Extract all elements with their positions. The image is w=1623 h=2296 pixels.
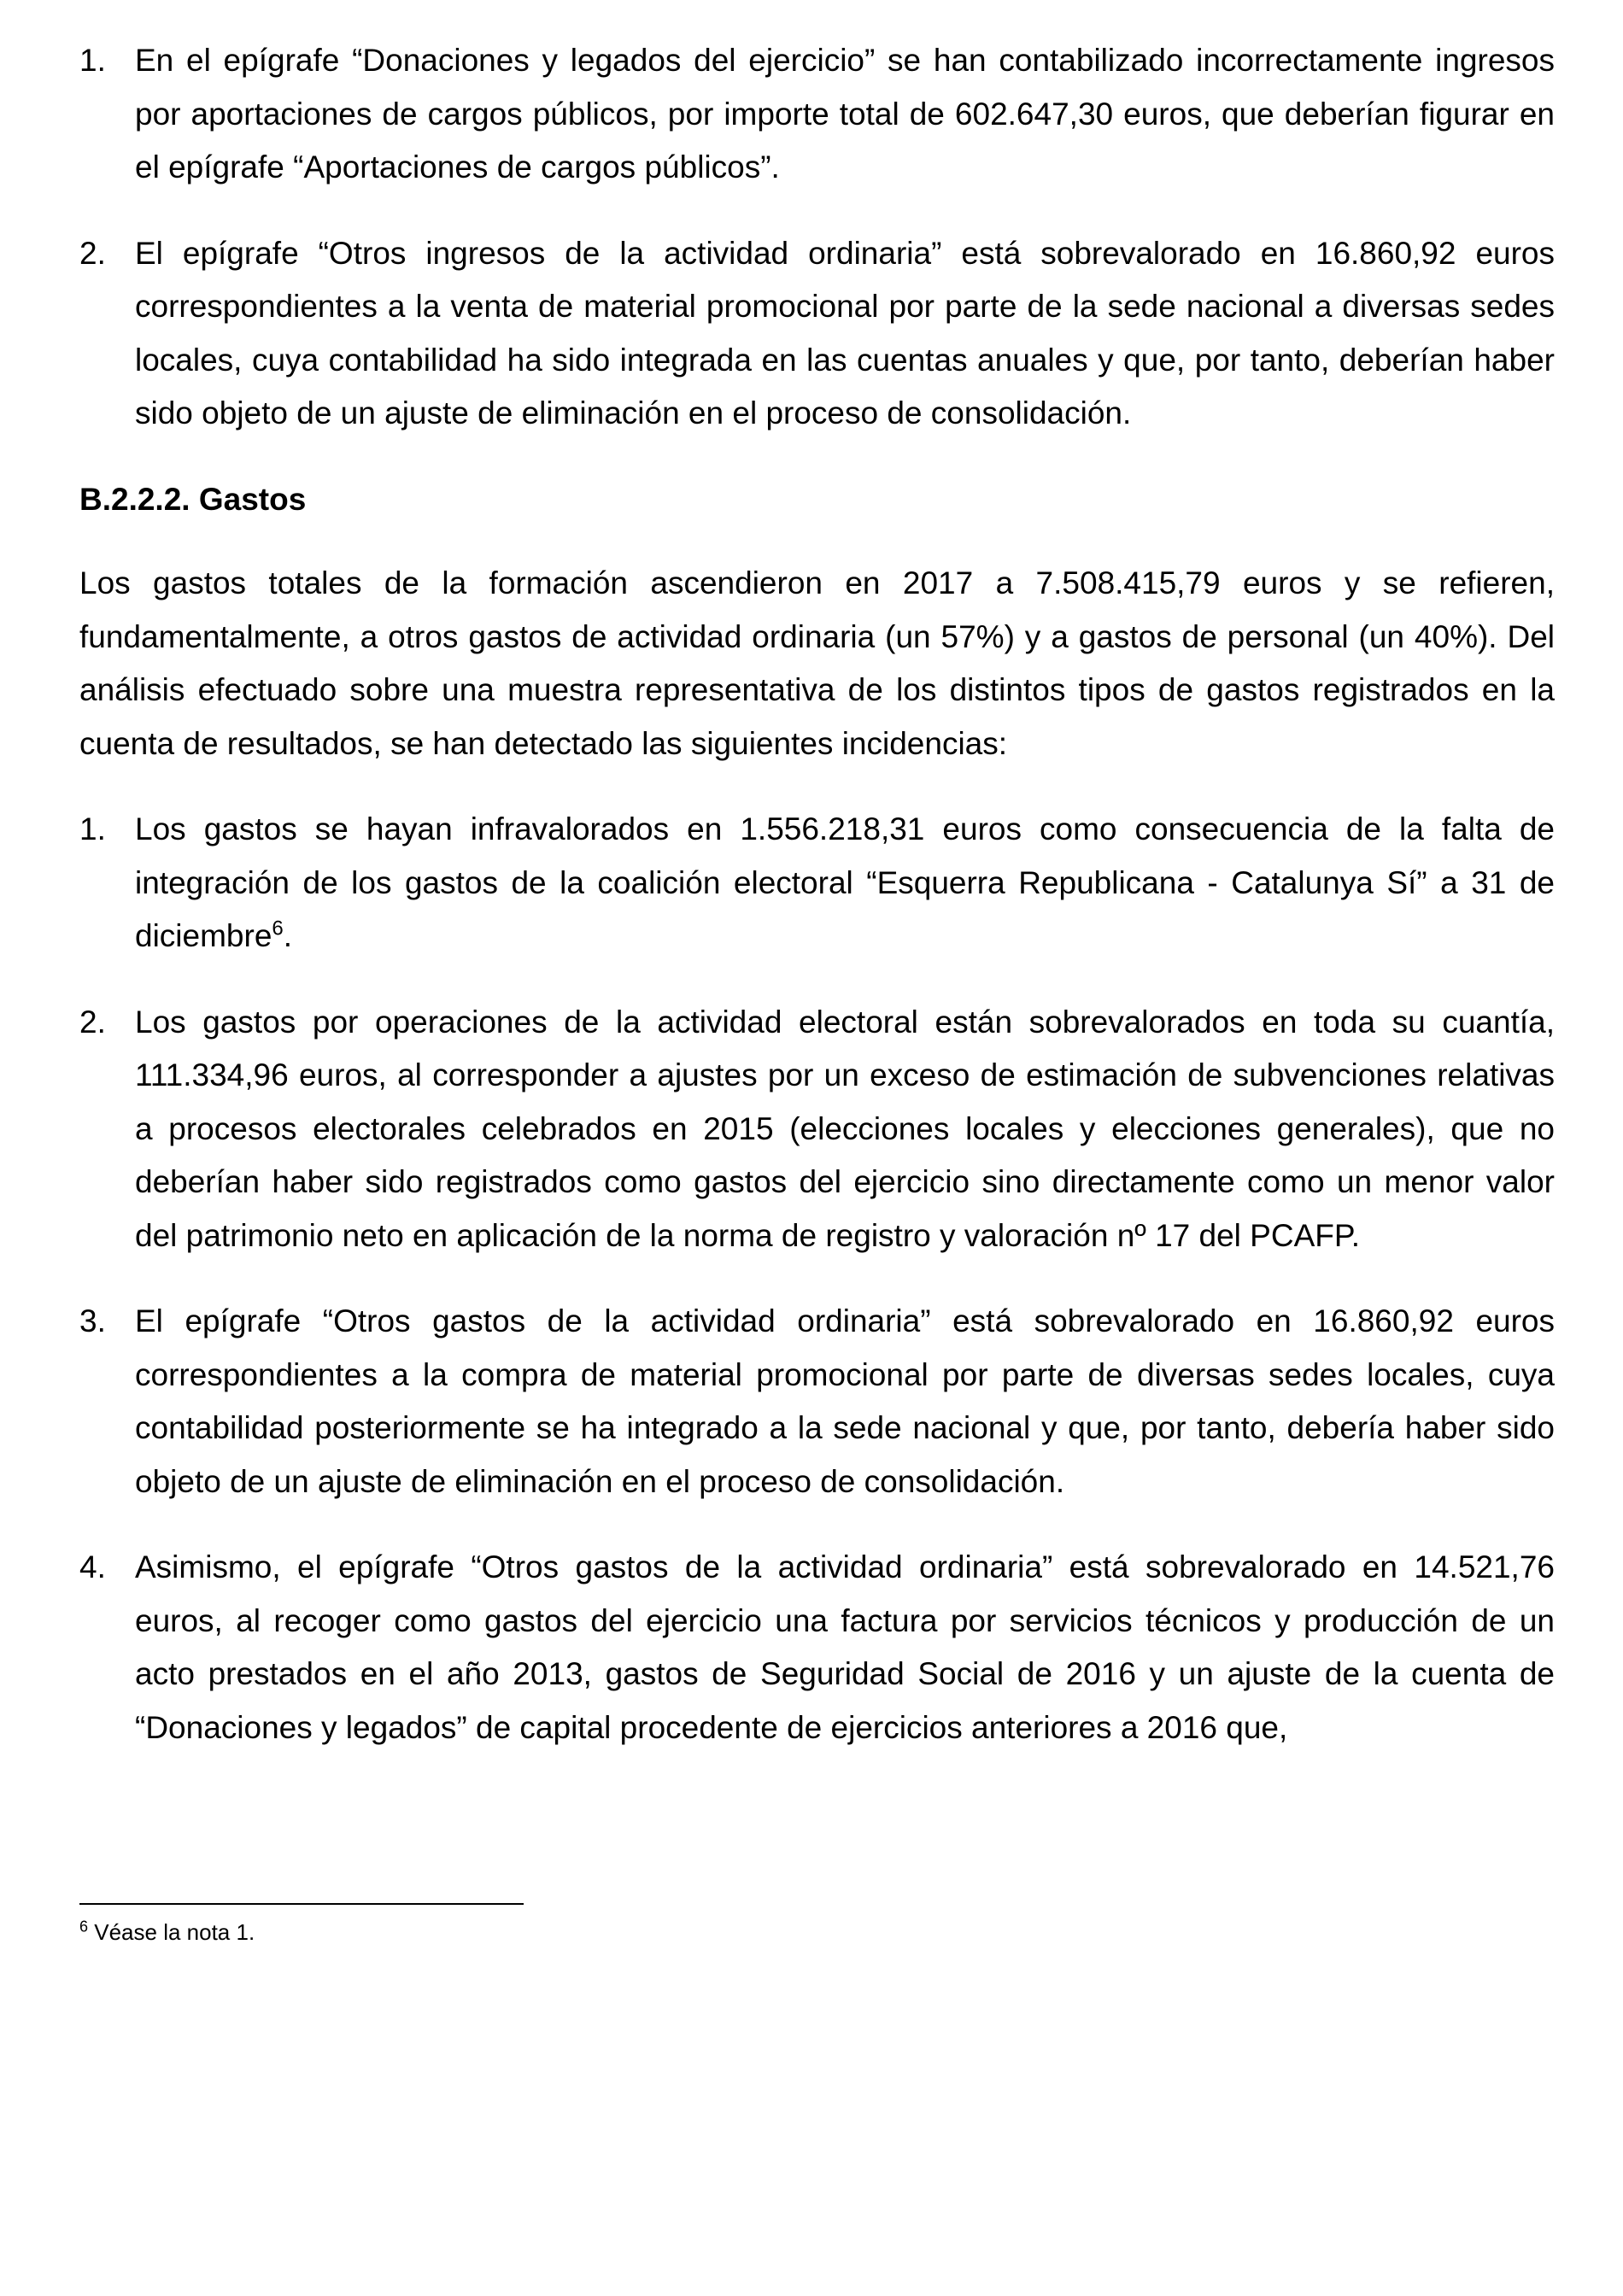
list-item [79, 803, 1555, 964]
section-heading: B.2.2.2. Gastos [79, 481, 307, 517]
list-item-text: Los gastos por operaciones de la actividad electoral están sobrevalorados en toda su cuantía, 111.334,96 euros, al corresponder a ajustes por un exceso de estimación de subvenciones relativas a procesos electorales celebrados en 2015 (elecciones locales y elecciones generales), que no deberían haber sido registrados como gastos del ejercicio sino directamente como un menor valor del patrimonio neto en aplicación de la norma de registro y valoración nº 17 del PCAFP. [135, 1004, 1555, 1253]
footnote-text: Véase la nota 1. [94, 1919, 255, 1945]
list-item [79, 996, 1555, 1263]
income-incidents-list [79, 34, 1555, 441]
footnote-number: 6 [79, 1918, 89, 1936]
list-item-text: El epígrafe “Otros gastos de la actividad ordinaria” está sobrevalorado en 16.860,92 euros correspondientes a la compra de material promocional por parte de diversas sedes locales, cuya contabilidad posteriormente se ha integrado a la sede nacional y que, por tanto, debería haber sido objeto de un ajuste de eliminación en el proceso de consolidación. [135, 1303, 1555, 1499]
list-item-text: En el epígrafe “Donaciones y legados del ejercicio” se han contabilizado incorrectamente ingresos por aportaciones de cargos públicos, por importe total de 602.647,30 euros, que deberían figurar en el epígrafe “Aportaciones de cargos públicos”. [135, 43, 1555, 184]
list-item-suffix: . [283, 918, 293, 953]
list-item-number: 2. [79, 235, 106, 271]
list-item-number: 1. [79, 811, 106, 846]
list-item [79, 227, 1555, 441]
list-item-number: 4. [79, 1549, 106, 1584]
list-item-number: 3. [79, 1303, 106, 1338]
list-item-number: 2. [79, 1004, 106, 1040]
list-item-number: 1. [79, 43, 106, 78]
list-item-text: El epígrafe “Otros ingresos de la actividad ordinaria” está sobrevalorado en 16.860,92 euros correspondientes a la venta de material promocional por parte de la sede nacional a diversas sedes locales, cuya contabilidad ha sido integrada en las cuentas anuales y que, por tanto, deberían haber sido objeto de un ajuste de eliminación en el proceso de consolidación. [135, 235, 1555, 430]
footnote-divider [79, 1903, 524, 1905]
list-item-text: Asimismo, el epígrafe “Otros gastos de la actividad ordinaria” está sobrevalorado en 14.521,76 euros, al recoger como gastos del ejercicio una factura por servicios técnicos y producción de un acto prestados en el año 2013, gastos de Seguridad Social de 2016 y un ajuste de la cuenta de “Donaciones y legados” de capital procedente de ejercicios anteriores a 2016 que, [135, 1549, 1555, 1745]
footnote [79, 1918, 255, 1947]
footnote-reference[interactable]: 6 [272, 917, 284, 940]
expense-incidents-list [79, 803, 1555, 1754]
intro-paragraph: Los gastos totales de la formación ascendieron en 2017 a 7.508.415,79 euros y se refieren, fundamentalmente, a otros gastos de actividad ordinaria (un 57%) y a gastos de personal (un 40%). Del análisis efectuado sobre una muestra representativa de los distintos tipos de gastos registrados en la cuenta de resultados, se han detectado las siguientes incidencias: [79, 565, 1555, 761]
list-item-text: Los gastos se hayan infravalorados en 1.556.218,31 euros como consecuencia de la falta de integración de los gastos de la coalición electoral “Esquerra Republicana - Catalunya Sí” a 31 de diciembre [135, 811, 1555, 953]
list-item [79, 1541, 1555, 1754]
list-item [79, 34, 1555, 195]
document-page [79, 34, 1555, 1787]
list-item [79, 1295, 1555, 1508]
